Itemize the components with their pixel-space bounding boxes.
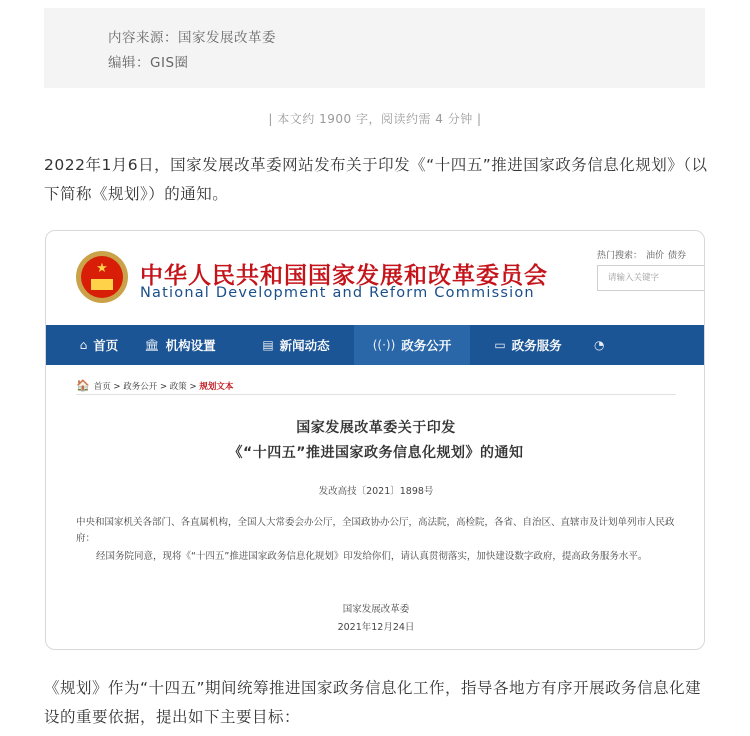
nav-label: 新闻动态 [279,338,330,353]
nav-item-more[interactable] [586,325,610,365]
breadcrumb-current: 规划文本 [199,382,234,392]
document-icon: ▭ [494,338,506,352]
breadcrumb-item[interactable]: 政策 [169,382,187,392]
org-name-cn: 中华人民共和国国家发展和改革委员会 [140,263,548,289]
building-icon: 🏛 [144,338,160,352]
news-icon: ▤ [262,338,274,352]
document-signatory: 国家发展改革委 [342,604,410,615]
reading-time-info: | 本文约 1900 字，阅读约需 4 分钟 | [268,112,482,126]
main-nav [46,325,705,365]
document-number: 发改高技〔2021〕1898号 [318,486,434,497]
document-recipients: 中央和国家机关各部门、各直属机构，全国人大常委会办公厅，全国政协办公厅，高法院，高检院，各省、自治区、直辖市及计划单列市人民政府： [76,517,675,544]
org-name-en: National Development and Reform Commission [140,285,535,301]
nav-label: 政务服务 [511,338,562,353]
hot-search-term[interactable]: 油价 [646,251,665,261]
nav-label: 机构设置 [165,338,216,353]
nav-item-news[interactable] [238,325,354,365]
breadcrumb-item[interactable]: 政务公开 [123,382,158,392]
home-icon: 🏠 [76,379,90,392]
breadcrumb: 🏠 首页 > 政务公开 > 政策 > 规划文本 [76,379,234,392]
nav-item-organization[interactable] [122,325,238,365]
broadcast-icon: ((·)) [372,338,396,352]
breadcrumb-home[interactable]: 首页 [93,382,111,392]
nav-label: 首页 [93,338,119,353]
national-emblem-icon: ★ [76,251,128,303]
hot-search [597,248,690,261]
home-icon: ⌂ [79,338,88,352]
article-paragraph-intro: 2022年1月6日，国家发展改革委网站发布关于印发《“十四五”推进国家政务信息化规划》（以下简称《规划》）的通知。 [44,156,708,203]
article-paragraph-goals: 《规划》作为“十四五”期间统筹推进国家政务信息化工作，指导各地方有序开展政务信息化建设的重要依据，提出如下主要目标： [44,679,702,726]
search-input[interactable]: 请输入关键字 [597,265,705,291]
nav-item-home[interactable] [46,325,122,365]
editor-credit: 编辑：GIS圈 [108,55,189,71]
nav-label: 政务公开 [401,338,452,353]
content-source: 内容来源：国家发展改革委 [108,30,276,46]
embedded-website-screenshot [45,230,705,650]
chart-icon: ◔ [594,338,605,352]
divider [76,394,676,395]
hot-search-term[interactable]: 债券 [668,251,687,261]
nav-item-gov-affairs[interactable] [354,325,470,365]
document-title-line-2: 《“十四五”推进国家政务信息化规划》的通知 [228,445,524,461]
document-body: 经国务院同意，现将《“十四五”推进国家政务信息化规划》印发给你们，请认真贯彻落实，加快建设数字政府，提高政务服务水平。 [96,551,648,562]
document-title-line-1: 国家发展改革委关于印发 [296,420,456,436]
hot-search-label: 热门搜索： [597,251,643,261]
nav-item-services[interactable] [470,325,586,365]
document-date: 2021年12月24日 [337,622,415,633]
article-meta-box [44,8,705,88]
